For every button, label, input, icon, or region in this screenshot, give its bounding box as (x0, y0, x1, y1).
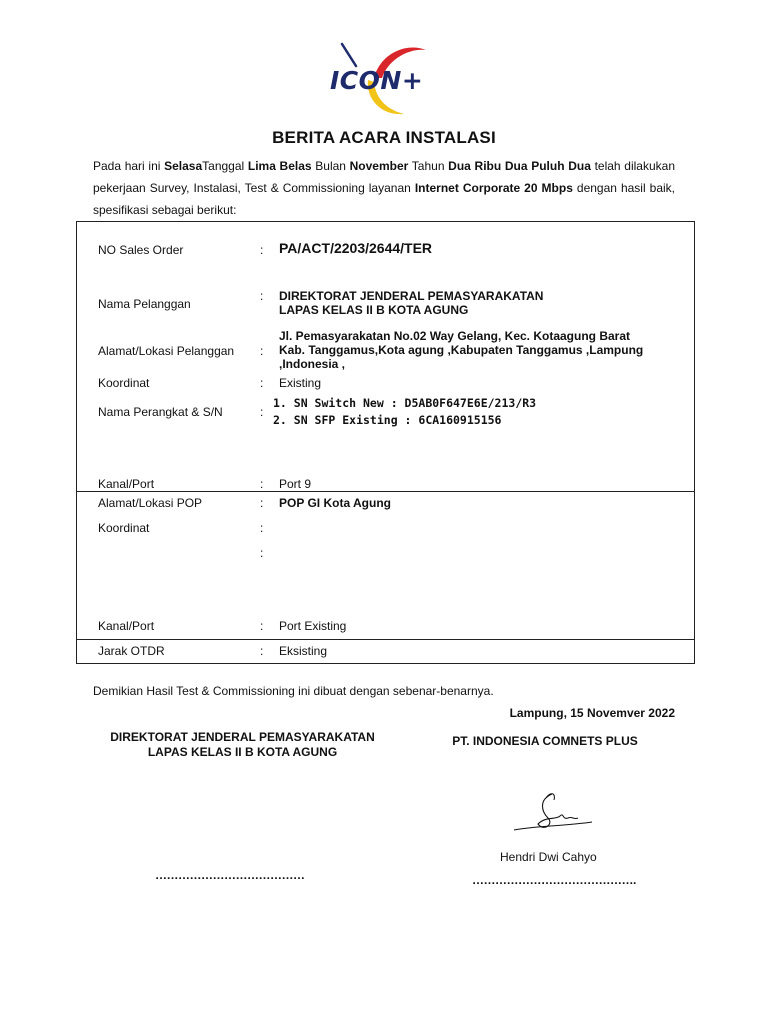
right-signer-name: Hendri Dwi Cahyo (500, 850, 597, 864)
right-signature-line: ……………………………………. (472, 873, 636, 887)
device-label: Nama Perangkat & S/N (98, 405, 223, 419)
customer-coord-label: Koordinat (98, 376, 150, 390)
left-party-line2: LAPAS KELAS II B KOTA AGUNG (147, 745, 338, 759)
logo-wordmark: ICON+ (330, 66, 424, 95)
colon: : (260, 546, 264, 560)
colon: : (260, 496, 264, 510)
colon: : (260, 644, 264, 658)
document-title: BERITA ACARA INSTALASI (272, 128, 496, 147)
pop-coord-label: Koordinat (98, 521, 150, 535)
intro-service: Internet Corporate 20 Mbps (414, 181, 573, 195)
intro-month: November (349, 159, 409, 173)
colon: : (260, 477, 264, 491)
pop-address-label: Alamat/Lokasi POP (98, 496, 203, 510)
customer-address-line3: ,Indonesia , (279, 357, 346, 371)
left-party-line1: DIREKTORAT JENDERAL PEMASYARAKATAN (110, 730, 375, 744)
intro-day: Selasa (164, 159, 203, 173)
device-line2: 2. SN SFP Existing : 6CA160915156 (273, 413, 502, 427)
customer-name-line2: LAPAS KELAS II B KOTA AGUNG (279, 303, 469, 317)
colon: : (260, 521, 264, 535)
customer-coord-value: Existing (279, 376, 322, 390)
sales-order-label: NO Sales Order (98, 243, 184, 257)
sales-order-value: PA/ACT/2203/2644/TER (279, 240, 433, 256)
left-party-name (80, 730, 405, 760)
signature-image (508, 786, 598, 836)
colon: : (260, 289, 264, 303)
company-logo (328, 38, 440, 120)
customer-address-line2: Kab. Tanggamus,Kota agung ,Kabupaten Tanggamus ,Lampung (279, 343, 644, 357)
pop-address-value: POP GI Kota Agung (279, 496, 392, 510)
customer-port-value: Port 9 (279, 477, 312, 491)
otdr-label: Jarak OTDR (98, 644, 165, 658)
device-line1: 1. SN Switch New : D5AB0F647E6E/213/R3 (273, 396, 537, 410)
colon: : (260, 405, 264, 419)
colon: : (260, 344, 264, 358)
colon: : (260, 376, 264, 390)
customer-name-line1: DIREKTORAT JENDERAL PEMASYARAKATAN (279, 289, 544, 303)
colon: : (260, 619, 264, 633)
otdr-value: Eksisting (279, 644, 328, 658)
left-signature-line: ………………………………… (155, 868, 305, 882)
divider-otdr (76, 639, 695, 640)
intro-paragraph: Pada hari ini SelasaTanggal Lima Belas Bulan November Tahun Dua Ribu Dua Puluh Dua telah dilakukan pekerjaan Survey, Instalasi, Test & Commissioning layanan Internet Corporate 20 Mbps dengan hasil baik, spesifikasi sebagai berikut: (93, 159, 676, 217)
closing-statement: Demikian Hasil Test & Commissioning ini dibuat dengan sebenar-benarnya. (93, 684, 494, 698)
customer-address-line1: Jl. Pemasyarakatan No.02 Way Gelang, Kec. Kotaagung Barat (279, 329, 631, 343)
frame-right-edge (694, 491, 695, 541)
pop-port-label: Kanal/Port (98, 619, 155, 633)
place-date: Lampung, 15 Novemver 2022 (509, 706, 675, 720)
right-party-name: PT. INDONESIA COMNETS PLUS (452, 734, 638, 748)
customer-name-label: Nama Pelanggan (98, 297, 191, 311)
intro-date: Lima Belas (247, 159, 312, 173)
intro-year: Dua Ribu Dua Puluh Dua (448, 159, 591, 173)
colon: : (260, 243, 264, 257)
customer-address-label: Alamat/Lokasi Pelanggan (98, 344, 235, 358)
pop-port-value: Port Existing (279, 619, 347, 633)
customer-port-label: Kanal/Port (98, 477, 155, 491)
